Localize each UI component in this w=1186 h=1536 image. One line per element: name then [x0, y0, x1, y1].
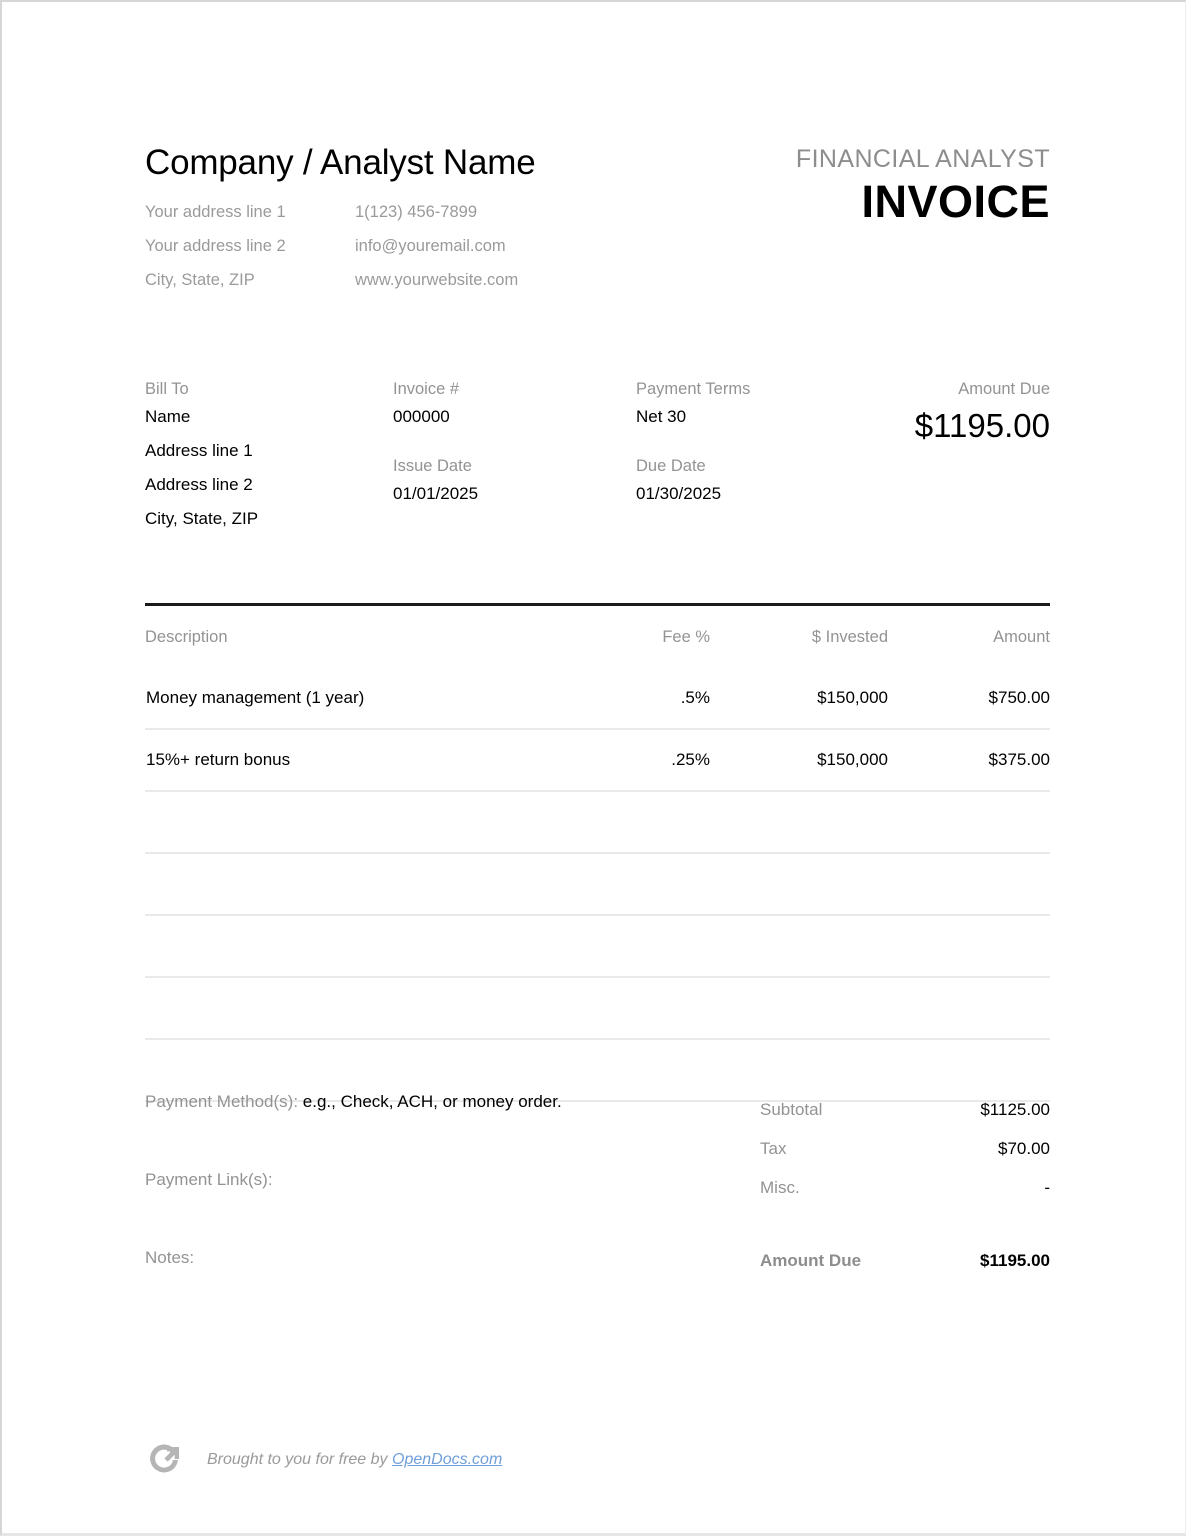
cell-invested [710, 915, 888, 977]
invoice-number-column [393, 378, 636, 536]
company-contact-grid [145, 201, 536, 291]
payment-terms-value: Net 30 [636, 407, 687, 426]
table-row [145, 915, 1050, 977]
amount-due-header-label: Amount Due [958, 380, 1050, 398]
cell-invested [710, 977, 888, 1039]
cell-invested [710, 791, 888, 853]
payment-terms-label: Payment Terms [636, 380, 751, 398]
misc-label: Misc. [760, 1178, 800, 1197]
cell-fee-percent [540, 915, 710, 977]
amount-due-header-value: $1195.00 [914, 407, 1050, 444]
table-row [145, 977, 1050, 1039]
company-phone: 1(123) 456-7899 [355, 203, 478, 221]
column-header-fee-percent: Fee % [662, 627, 710, 646]
cell-amount: $750.00 [888, 668, 1050, 729]
cell-description [145, 791, 540, 853]
meta-spacer [636, 434, 886, 455]
cell-description: Money management (1 year) [145, 668, 540, 729]
external-link-circle-icon [145, 1440, 185, 1480]
bill-to-column [145, 378, 393, 536]
cell-description [145, 977, 540, 1039]
cell-fee-percent: .5% [540, 668, 710, 729]
cell-invested: $150,000 [710, 668, 888, 729]
cell-amount [888, 853, 1050, 915]
subtotal-value: $1125.00 [980, 1100, 1050, 1119]
company-email: info@youremail.com [355, 237, 506, 255]
subtotal-label: Subtotal [760, 1100, 823, 1119]
totals-row-amount-due [760, 1248, 1050, 1274]
document-title: INVOICE [861, 176, 1050, 227]
cell-fee-percent [540, 853, 710, 915]
payment-terms-column [636, 378, 886, 536]
totals-row-tax [760, 1129, 1050, 1168]
cell-description [145, 915, 540, 977]
column-header-amount: Amount [993, 627, 1050, 646]
payment-link-label: Payment Link(s): [145, 1170, 273, 1189]
cell-amount [888, 915, 1050, 977]
bill-to-city-state-zip: City, State, ZIP [145, 509, 259, 528]
invoice-lower-section [145, 1090, 1050, 1274]
cell-invested: $150,000 [710, 729, 888, 791]
amount-due-column [886, 378, 1050, 536]
payment-method-value: e.g., Check, ACH, or money order. [302, 1092, 562, 1111]
cell-amount [888, 791, 1050, 853]
column-header-description: Description [145, 627, 228, 646]
cell-fee-percent [540, 791, 710, 853]
notes-line [145, 1246, 665, 1270]
meta-spacer [393, 434, 636, 455]
cell-amount [888, 977, 1050, 1039]
company-address-line-1: Your address line 1 [145, 203, 286, 221]
cell-description [145, 853, 540, 915]
invoice-meta [145, 378, 1050, 536]
due-date-label: Due Date [636, 457, 706, 475]
payment-link-line [145, 1168, 665, 1192]
bill-to-label: Bill To [145, 380, 189, 398]
invoice-title-block [796, 140, 1050, 228]
tax-value: $70.00 [998, 1139, 1050, 1158]
cell-amount: $375.00 [888, 729, 1050, 791]
total-amount-due-value: $1195.00 [980, 1251, 1050, 1270]
totals-row-subtotal [760, 1090, 1050, 1129]
invoice-number-label: Invoice # [393, 380, 460, 398]
cell-invested [710, 853, 888, 915]
line-items-section [145, 603, 1050, 1102]
totals-block [760, 1090, 1050, 1274]
company-address-line-2: Your address line 2 [145, 237, 286, 255]
invoice-footer [145, 1440, 1050, 1480]
company-city-state-zip: City, State, ZIP [145, 271, 255, 289]
line-items-body [145, 668, 1050, 1101]
notes-label: Notes: [145, 1248, 195, 1267]
cell-fee-percent [540, 977, 710, 1039]
issue-date-label: Issue Date [393, 457, 472, 475]
line-items-table [145, 606, 1050, 1102]
bill-to-name: Name [145, 407, 191, 426]
invoice-header [145, 140, 1050, 291]
table-row [145, 791, 1050, 853]
bill-to-address-line-2: Address line 2 [145, 475, 253, 494]
column-header-invested: $ Invested [811, 627, 888, 646]
issue-date-value: 01/01/2025 [393, 484, 479, 503]
due-date-value: 01/30/2025 [636, 484, 722, 503]
table-row [145, 853, 1050, 915]
table-header-row [145, 606, 1050, 668]
payment-details-block [145, 1090, 665, 1274]
table-row [145, 668, 1050, 729]
table-row [145, 729, 1050, 791]
bill-to-address-line-1: Address line 1 [145, 441, 253, 460]
payment-method-line [145, 1090, 665, 1114]
footer-attribution [207, 1451, 502, 1469]
cell-fee-percent: .25% [540, 729, 710, 791]
footer-attribution-prefix: Brought to you for free by [207, 1451, 392, 1468]
opendocs-link[interactable]: OpenDocs.com [392, 1451, 503, 1468]
company-name: Company / Analyst Name [145, 143, 536, 182]
cell-description: 15%+ return bonus [145, 729, 540, 791]
total-amount-due-label: Amount Due [760, 1251, 862, 1270]
totals-row-misc [760, 1168, 1050, 1207]
company-website: www.yourwebsite.com [355, 271, 519, 289]
company-block [145, 140, 536, 291]
tax-label: Tax [760, 1139, 787, 1158]
document-kicker: FINANCIAL ANALYST [795, 145, 1050, 173]
payment-method-label: Payment Method(s): [145, 1092, 299, 1111]
misc-value: - [1044, 1178, 1050, 1197]
invoice-number-value: 000000 [393, 407, 450, 426]
